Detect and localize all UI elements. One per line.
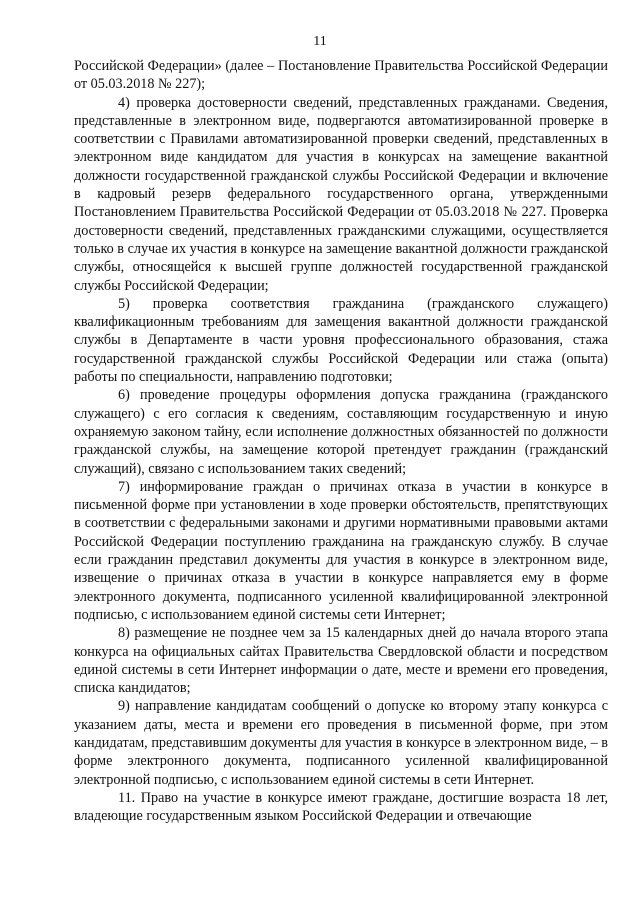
page-number: 11 [313,34,327,49]
paragraph-item-6: 6) проведение процедуры оформления допуска гражданина (гражданского служащего) с его согласия к сведениям, составляющим государственную и иную охраняемую законом тайну, если исполнение должностных обязанностей по должности гражданской службы, на замещение которой претендует гражданин (гражданский служащий), связано с использованием таких сведений; [74,387,608,477]
document-body [74,57,608,825]
paragraph-item-8: 8) размещение не позднее чем за 15 календарных дней до начала второго этапа конкурса на официальных сайтах Правительства Свердловской области и посредством единой системы в сети Интернет информации о дате, месте и времени его проведения, списка кандидатов; [74,625,608,697]
paragraph-item-4: 4) проверка достоверности сведений, представленных гражданами. Сведения, представленные в электронном виде, подвергаются автоматизированной проверке в соответствии с Правилами автоматизированной проверки сведений, представленных в электронном виде кандидатом для участия в конкурсах на замещение вакантной должности государственной гражданской службы Российской Федерации и включение в кадровый резерв федерального государственного органа, утвержденными Постановлением Правительства Российской Федерации от 05.03.2018 № 227. Проверка достоверности сведений, представленных гражданскими служащими, осуществляется только в случае их участия в конкурсе на замещение вакантной должности гражданской службы, относящейся к высшей группе должностей государственной гражданской службы Российской Федерации; [74,94,608,294]
paragraph-item-7: 7) информирование граждан о причинах отказа в участии в конкурсе в письменной форме при установлении в ходе проверки обстоятельств, препятствующих в соответствии с федеральными законами и другими нормативными правовыми актами Российской Федерации поступлению гражданина на гражданскую службу. В случае если гражданин представил документы для участия в конкурсе в электронном виде, извещение о причинах отказа в участии в конкурсе направляется ему в форме электронного документа, подписанного усиленной квалифицированной электронной подписью, с использованием единой системы сети Интернет; [74,478,608,623]
paragraph-item-5: 5) проверка соответствия гражданина (гражданского служащего) квалификационным требованиям для замещения вакантной должности гражданской службы в Департаменте в части уровня профессионального образования, стажа государственной гражданской службы Российской Федерации или стажа (опыта) работы по специальности, направлению подготовки; [74,295,608,386]
paragraph-item-11: 11. Право на участие в конкурсе имеют граждане, достигшие возраста 18 лет, владеющие государственным языком Российской Федерации и отвечающие [74,789,608,825]
paragraph-item-9: 9) направление кандидатам сообщений о допуске ко второму этапу конкурса с указанием даты, места и времени его проведения в письменной форме, при этом кандидатам, представившим документы для участия в конкурсе в электронном виде, – в форме электронного документа, подписанного усиленной квалифицированной электронной подписью, с использованием единой системы в сети Интернет. [74,698,608,788]
paragraph-continuation: Российской Федерации» (далее – Постановление Правительства Российской Федерации от 05.03.2018 № 227); [74,58,608,93]
